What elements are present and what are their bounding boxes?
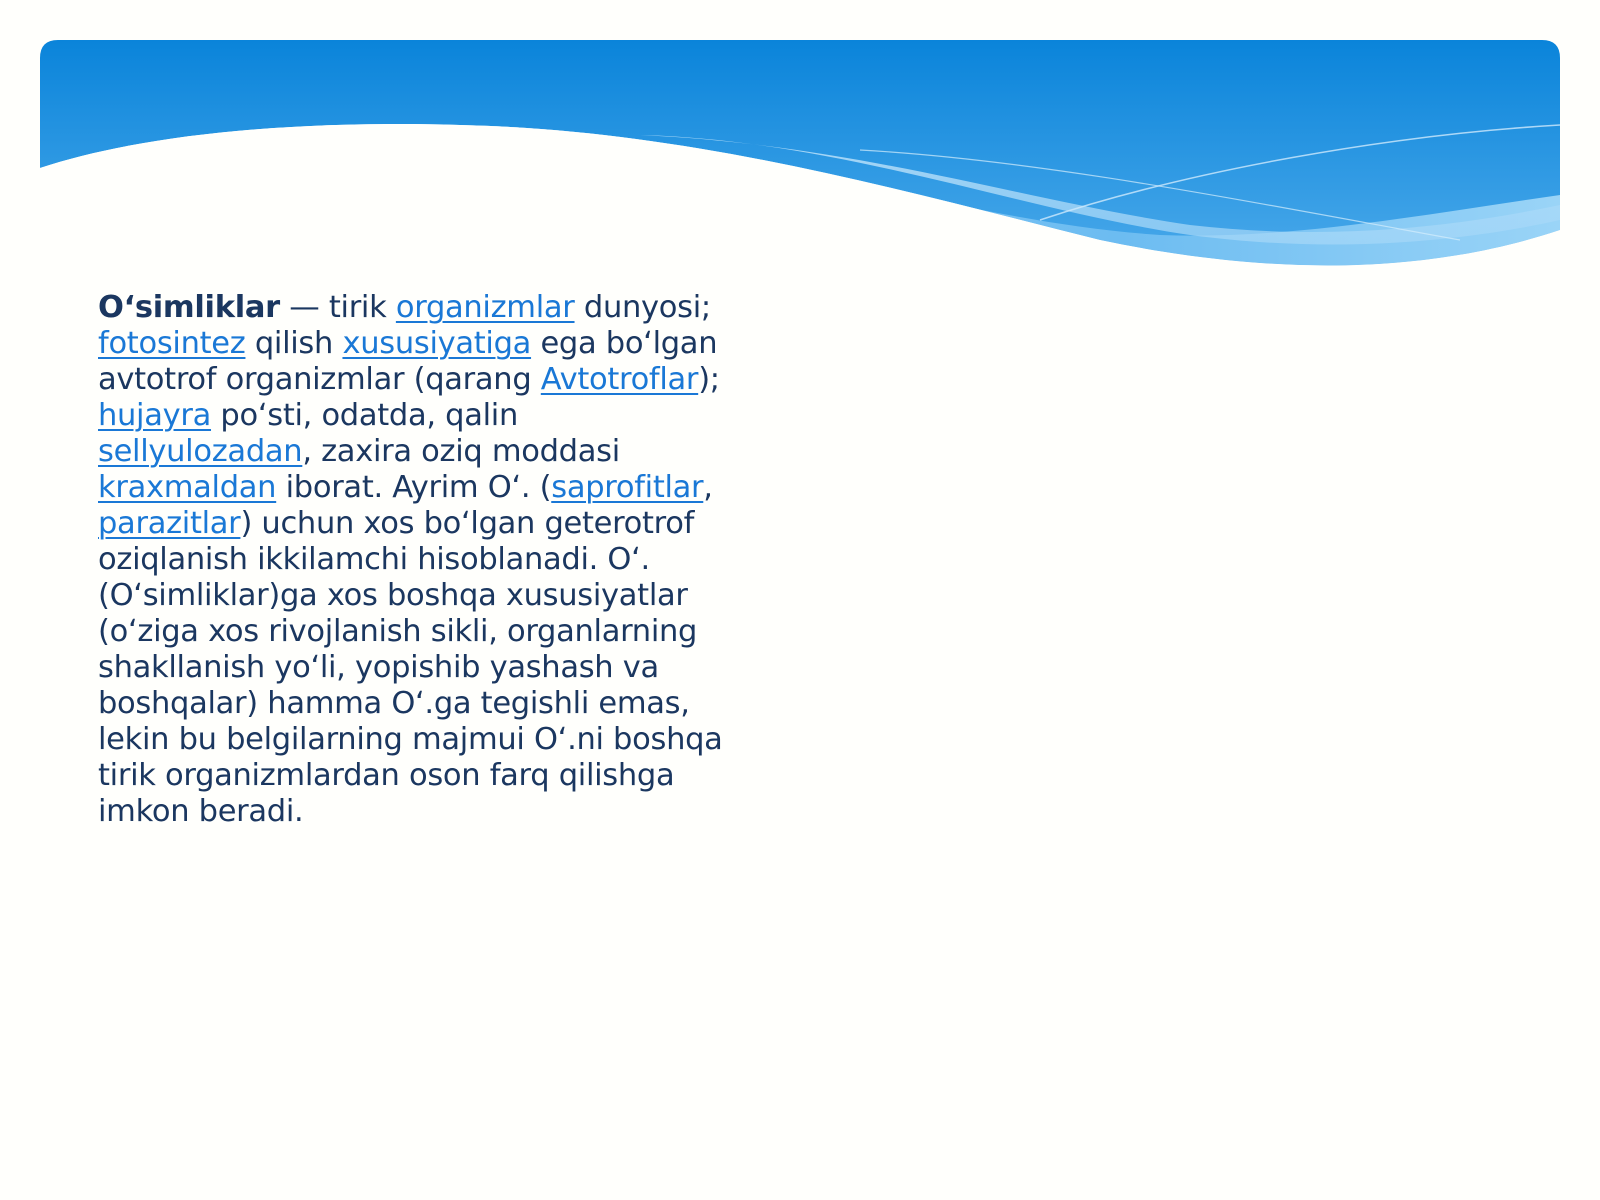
link-organizmlar[interactable]: organizmlar (395, 290, 575, 325)
text-segment: dunyosi; (574, 290, 711, 325)
text-segment: po‘sti, odatda, qalin (211, 398, 518, 433)
link-sellyulozadan[interactable]: sellyulozadan (98, 434, 303, 469)
article-term: O‘simliklar (98, 290, 280, 325)
text-segment: , (703, 470, 713, 505)
wave-banner (40, 40, 1560, 290)
text-segment: ) uchun xos bo‘lgan geterotrof oziqlanish ikkilamchi hisoblanadi. O‘. (O‘simliklar)ga xos boshqa xususiyatlar (o‘ziga xos rivojlanish sikli, organlarning shakllanish yo‘li, yopishib yashash va boshqalar) hamma O‘.ga tegishli emas, lekin bu belgilarning majmui O‘.ni boshqa tirik organizmlardan oson farq qilishga imkon beradi. (98, 506, 723, 829)
wave-decoration-graphic (40, 40, 1560, 290)
text-segment: — tirik (279, 290, 396, 325)
link-fotosintez[interactable]: fotosintez (98, 326, 246, 361)
text-segment: iborat. Ayrim O‘. ( (276, 470, 552, 505)
article-paragraph (98, 290, 738, 830)
article-text (98, 290, 738, 830)
text-segment: , zaxira oziq moddasi (302, 434, 620, 469)
link-kraxmaldan[interactable]: kraxmaldan (98, 470, 277, 505)
text-segment: qilish (245, 326, 343, 361)
link-xususiyatiga[interactable]: xususiyatiga (342, 326, 532, 361)
text-segment: ega bo‘lgan avtotrof organizmlar (qarang (98, 326, 718, 397)
link-parazitlar[interactable]: parazitlar (98, 506, 241, 541)
link-saprofitlar[interactable]: saprofitlar (551, 470, 704, 505)
text-segment: ); (698, 362, 720, 397)
link-avtotroflar[interactable]: Avtotroflar (540, 362, 699, 397)
link-hujayra[interactable]: hujayra (98, 398, 212, 433)
